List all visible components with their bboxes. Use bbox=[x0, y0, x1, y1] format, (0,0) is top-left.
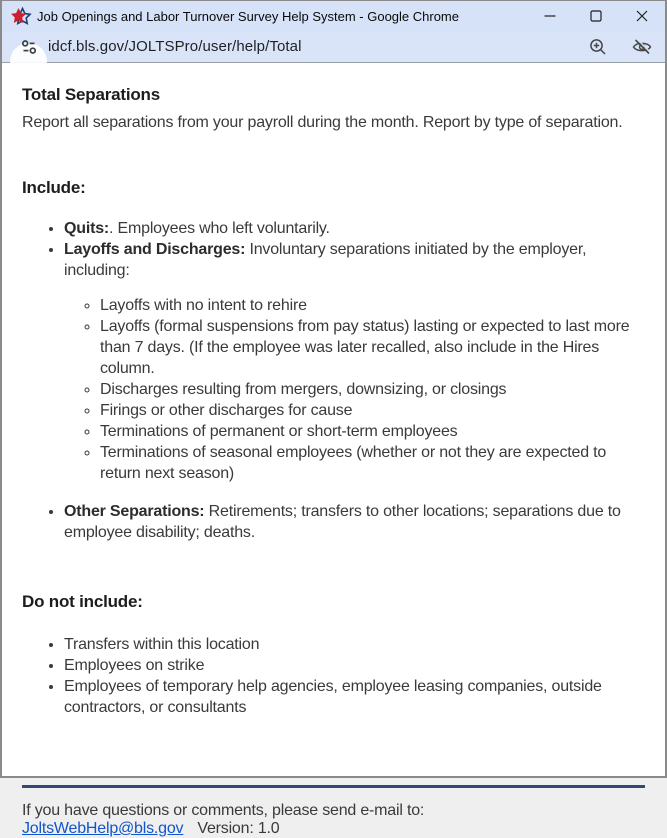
footer-message: If you have questions or comments, please send e-mail to: bbox=[22, 802, 425, 819]
page-content bbox=[2, 63, 665, 718]
window-controls bbox=[527, 1, 665, 31]
site-info-button[interactable] bbox=[19, 37, 39, 57]
zoom-in-icon[interactable] bbox=[587, 36, 609, 58]
layoffs-sub-list bbox=[64, 295, 645, 484]
close-button[interactable] bbox=[619, 1, 665, 31]
window-titlebar bbox=[2, 1, 665, 31]
list-item bbox=[64, 501, 645, 543]
list-item bbox=[64, 218, 645, 239]
bls-star-favicon-icon bbox=[11, 7, 30, 26]
list-item: ◦ Terminations of seasonal employees (whether or not they are expected to return next season) bbox=[100, 442, 645, 484]
list-item-text: . Employees who left voluntarily. bbox=[109, 220, 330, 237]
intro-paragraph: Report all separations from your payroll during the month. Report by type of separation. bbox=[22, 114, 623, 131]
footer-divider bbox=[22, 785, 645, 788]
address-bar bbox=[2, 31, 665, 63]
maximize-button[interactable] bbox=[573, 1, 619, 31]
list-item: ◦ Layoffs with no intent to rehire bbox=[100, 295, 645, 316]
list-item-text: Involuntary separations initiated by the employer, including: bbox=[64, 241, 587, 279]
list-item-text: Retirements; transfers to other locations; separations due to employee disability; deaths. bbox=[64, 503, 621, 541]
do-not-include-heading: Do not include: bbox=[22, 592, 143, 611]
list-item: ◦ Layoffs (formal suspensions from pay status) lasting or expected to last more than 7 days. (If the employee was later recalled, also include in the Hires column. bbox=[100, 316, 645, 379]
list-item: ◦ Discharges resulting from mergers, downsizing, or closings bbox=[100, 379, 645, 400]
list-item: • Employees on strike bbox=[64, 655, 645, 676]
list-item bbox=[64, 239, 645, 484]
list-item: • Transfers within this location bbox=[64, 634, 645, 655]
window-title: Job Openings and Labor Turnover Survey Help System - Google Chrome bbox=[37, 8, 459, 24]
list-item-term: Other Separations: bbox=[64, 503, 205, 520]
list-item-term: Layoffs and Discharges: bbox=[64, 241, 246, 258]
eye-off-icon[interactable] bbox=[631, 36, 653, 58]
help-email-link[interactable]: JoltsWebHelp@bls.gov bbox=[22, 820, 184, 837]
include-list bbox=[22, 218, 645, 543]
list-item-term: Quits: bbox=[64, 220, 110, 237]
list-item: • Employees of temporary help agencies, employee leasing companies, outside contractors, or consultants bbox=[64, 676, 645, 718]
include-heading: Include: bbox=[22, 178, 86, 197]
version-label: Version: 1.0 bbox=[197, 820, 280, 837]
list-item: ◦ Firings or other discharges for cause bbox=[100, 400, 645, 421]
minimize-button[interactable] bbox=[527, 1, 573, 31]
list-item: ◦ Terminations of permanent or short-term employees bbox=[100, 421, 645, 442]
page-footer bbox=[2, 785, 665, 838]
page-title: Total Separations bbox=[22, 85, 160, 104]
footer-text bbox=[22, 802, 645, 838]
exclude-list bbox=[22, 634, 645, 718]
url-text[interactable]: idcf.bls.gov/JOLTSPro/user/help/Total bbox=[48, 38, 302, 55]
